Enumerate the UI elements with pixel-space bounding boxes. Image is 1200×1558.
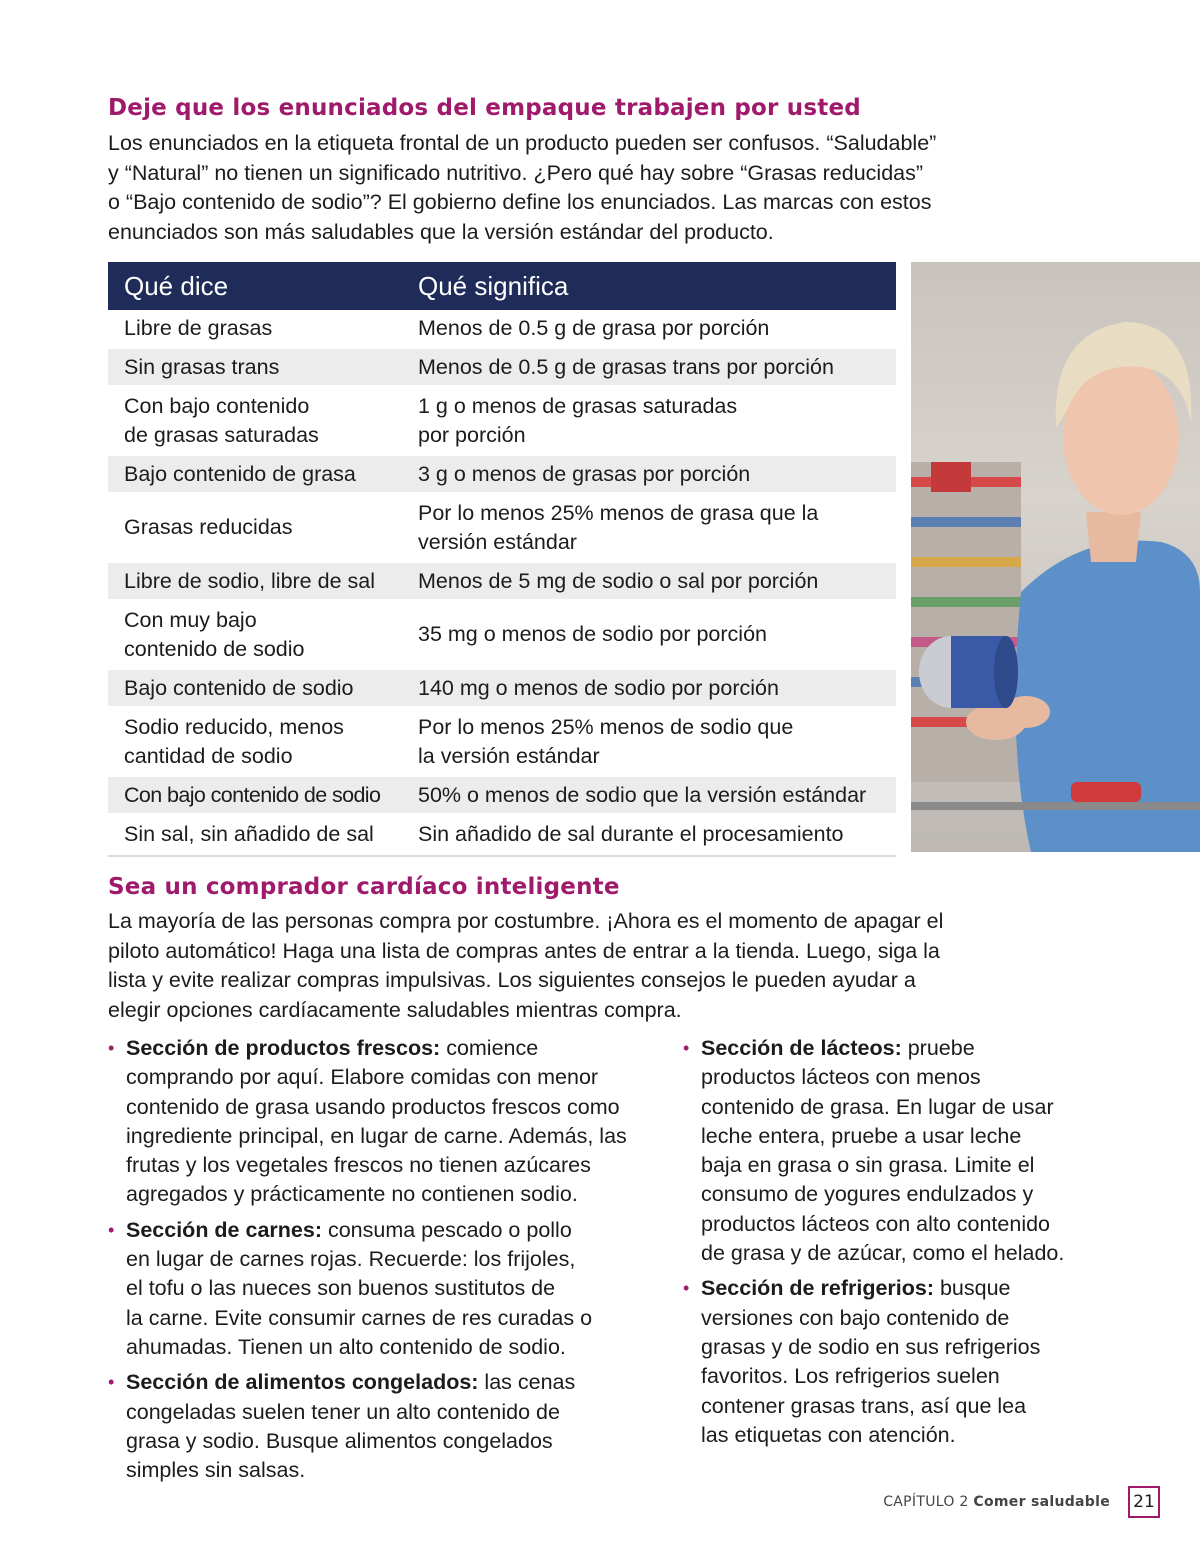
bullet-dot-icon: • xyxy=(108,1038,115,1058)
cell-meaning xyxy=(402,620,896,649)
tip-item xyxy=(108,1368,678,1485)
table-row xyxy=(108,816,896,855)
cell-claim-line: Bajo contenido de grasa xyxy=(124,461,356,486)
bullet-dot-icon: • xyxy=(683,1038,690,1058)
tip-line xyxy=(126,1368,678,1397)
bullet-dot-icon: • xyxy=(108,1219,115,1240)
cell-meaning-line: 50% o menos de sodio que la versión estándar xyxy=(418,782,867,807)
cell-meaning-line: Por lo menos 25% menos de grasa que la xyxy=(418,500,819,525)
cell-meaning xyxy=(402,781,896,810)
cell-meaning-line: 35 mg o menos de sodio por porción xyxy=(418,622,767,646)
tip-text: las cenas xyxy=(478,1370,576,1395)
section-title-smart-shopper: Sea un comprador cardíaco inteligente xyxy=(108,874,620,900)
tip-line: la carne. Evite consumir carnes de res curadas o xyxy=(126,1305,593,1330)
cell-meaning-line: la versión estándar xyxy=(418,743,600,768)
tip-line: agregados y prácticamente no contienen sodio. xyxy=(126,1182,578,1207)
header-what-it-means: Qué significa xyxy=(418,270,569,301)
tip-item xyxy=(108,1216,678,1362)
store-sign xyxy=(931,462,971,492)
shopper-illustration xyxy=(911,262,1200,852)
claims-table xyxy=(108,262,896,857)
cell-claim-line: cantidad de sodio xyxy=(124,743,293,768)
tip-line: ahumadas. Tienen un alto contenido de sodio. xyxy=(126,1334,566,1359)
cell-meaning-line: Por lo menos 25% menos de sodio que xyxy=(418,714,794,739)
tip-line: contenido de grasa. En lugar de usar xyxy=(701,1094,1054,1119)
cell-meaning xyxy=(402,460,896,489)
table-row xyxy=(108,670,896,709)
tip-line: ingrediente principal, en lugar de carne. Además, las xyxy=(126,1123,627,1148)
tip-line xyxy=(701,1274,1193,1303)
tip-line: frutas y los vegetales frescos no tienen azúcares xyxy=(126,1153,591,1178)
cell-meaning xyxy=(402,392,896,450)
table-row xyxy=(108,777,896,816)
cell-claim-line: Libre de grasas xyxy=(124,315,273,340)
cell-meaning-line: 3 g o menos de grasas por porción xyxy=(418,461,751,486)
table-row xyxy=(108,456,896,495)
table-header xyxy=(108,262,896,310)
table-row xyxy=(108,349,896,388)
tip-line: grasas y de sodio en sus refrigerios xyxy=(701,1334,1041,1359)
cell-claim xyxy=(108,606,402,664)
footer-chapter-title: Comer saludable xyxy=(973,1494,1110,1510)
cell-meaning xyxy=(402,353,896,382)
tip-line: grasa y sodio. Busque alimentos congelados xyxy=(126,1428,553,1453)
cell-claim-line: Sodio reducido, menos xyxy=(124,714,344,739)
cell-claim xyxy=(108,353,402,382)
tip-line: favoritos. Los refrigerios suelen xyxy=(701,1364,1000,1389)
section-intro-claims xyxy=(108,129,936,247)
tip-text: comience xyxy=(440,1036,539,1060)
tips-list-right xyxy=(683,1034,1193,1456)
table-row xyxy=(108,563,896,602)
cell-claim-line: Con bajo contenido xyxy=(124,393,310,418)
tip-line: de grasa y de azúcar, como el helado. xyxy=(701,1241,1065,1266)
table-row xyxy=(108,495,896,563)
cell-meaning xyxy=(402,674,896,703)
cell-meaning xyxy=(402,499,896,557)
tip-line: simples sin salsas. xyxy=(126,1458,306,1483)
cell-claim xyxy=(108,567,402,596)
tip-line: el tofu o las nueces son buenos sustitutos de xyxy=(126,1276,556,1301)
intro-line: Los enunciados en la etiqueta frontal de un producto pueden ser confusos. “Saludable” xyxy=(108,131,937,155)
cell-claim xyxy=(108,674,402,703)
cart-handle xyxy=(911,802,1200,810)
cell-meaning xyxy=(402,567,896,596)
tip-item xyxy=(683,1034,1193,1268)
cell-claim-line: Con bajo contenido de sodio xyxy=(124,782,381,807)
intro-line: piloto automático! Haga una lista de compras antes de entrar a la tienda. Luego, siga la xyxy=(108,938,940,963)
intro-line: o “Bajo contenido de sodio”? El gobierno define los enunciados. Las marcas con estos xyxy=(108,190,932,214)
cell-claim xyxy=(108,460,402,489)
tips-list-left xyxy=(108,1034,678,1491)
cell-claim-line: Grasas reducidas xyxy=(124,515,293,539)
section-intro-smart-shopper xyxy=(108,907,943,1025)
tip-text: busque xyxy=(934,1276,1011,1301)
tip-item xyxy=(108,1034,678,1210)
table-body xyxy=(108,310,896,855)
shelf-stripe xyxy=(911,557,1021,567)
shopper-photo xyxy=(911,262,1200,852)
tip-heading: Sección de alimentos congelados: xyxy=(126,1370,479,1395)
cell-meaning xyxy=(402,314,896,343)
page-footer xyxy=(883,1494,1110,1510)
tip-line: leche entera, pruebe a usar leche xyxy=(701,1123,1022,1148)
cell-claim-line: Libre de sodio, libre de sal xyxy=(124,568,375,593)
cell-claim-line: contenido de sodio xyxy=(124,636,305,661)
cell-meaning-line: 140 mg o menos de sodio por porción xyxy=(418,675,779,700)
neck xyxy=(1086,512,1141,562)
cell-meaning-line: Sin añadido de sal durante el procesamiento xyxy=(418,821,844,846)
cell-claim xyxy=(108,513,402,542)
intro-line: La mayoría de las personas compra por costumbre. ¡Ahora es el momento de apagar el xyxy=(108,909,944,933)
tip-line: congeladas suelen tener un alto contenido de xyxy=(126,1399,560,1424)
cell-claim xyxy=(108,713,402,771)
tip-text: pruebe xyxy=(901,1036,975,1060)
cell-meaning-line: por porción xyxy=(418,422,526,447)
tip-line: comprando por aquí. Elabore comidas con menor xyxy=(126,1065,599,1090)
tip-line: baja en grasa o sin grasa. Limite el xyxy=(701,1153,1035,1178)
tip-line xyxy=(126,1216,678,1245)
cell-claim xyxy=(108,314,402,343)
tip-text: consuma pescado o pollo xyxy=(321,1217,572,1242)
cart-grip xyxy=(1071,782,1141,802)
cell-meaning-line: versión estándar xyxy=(418,529,577,554)
table-bottom-rule xyxy=(108,855,896,857)
table-row xyxy=(108,310,896,349)
header-what-it-says: Qué dice xyxy=(124,270,229,301)
footer-chapter: CAPÍTULO 2 xyxy=(883,1494,969,1510)
tip-line: productos lácteos con menos xyxy=(701,1065,981,1090)
cell-meaning xyxy=(402,820,896,849)
tip-heading: Sección de productos frescos: xyxy=(126,1036,441,1060)
cell-claim-line: Bajo contenido de sodio xyxy=(124,675,354,700)
tip-line: las etiquetas con atención. xyxy=(701,1422,956,1447)
cell-claim-line: Con muy bajo xyxy=(124,607,257,632)
tip-item xyxy=(683,1274,1193,1450)
cell-claim xyxy=(108,392,402,450)
intro-line: lista y evite realizar compras impulsivas. Los siguientes consejos le pueden ayudar a xyxy=(108,968,916,992)
cell-meaning-line: Menos de 0.5 g de grasa por porción xyxy=(418,315,770,340)
cell-meaning-line: Menos de 0.5 g de grasas trans por porción xyxy=(418,354,834,379)
section-title-claims: Deje que los enunciados del empaque trabajen por usted xyxy=(108,95,861,121)
intro-line: enunciados son más saludables que la versión estándar del producto. xyxy=(108,219,774,244)
tip-heading: Sección de refrigerios: xyxy=(701,1276,934,1301)
tip-heading: Sección de lácteos: xyxy=(701,1036,902,1060)
bullet-dot-icon: • xyxy=(683,1278,690,1299)
intro-line: y “Natural” no tienen un significado nutritivo. ¿Pero qué hay sobre “Grasas reducidas” xyxy=(108,160,924,185)
tip-heading: Sección de carnes: xyxy=(126,1217,322,1242)
table-row xyxy=(108,388,896,456)
cell-claim-line: Sin grasas trans xyxy=(124,354,280,379)
cell-claim xyxy=(108,820,402,849)
tip-line: en lugar de carnes rojas. Recuerde: los frijoles, xyxy=(126,1247,576,1272)
tip-line: contener grasas trans, así que lea xyxy=(701,1393,1027,1418)
tip-line: contenido de grasa usando productos frescos como xyxy=(126,1094,620,1119)
cell-meaning xyxy=(402,713,896,771)
page-number: 21 xyxy=(1128,1486,1160,1518)
cell-meaning-line: 1 g o menos de grasas saturadas xyxy=(418,393,738,418)
bullet-dot-icon: • xyxy=(108,1372,115,1393)
tip-line: versiones con bajo contenido de xyxy=(701,1305,1010,1330)
tip-line: productos lácteos con alto contenido xyxy=(701,1211,1051,1236)
tip-line: consumo de yogures endulzados y xyxy=(701,1182,1034,1207)
shelf-stripe xyxy=(911,517,1021,527)
cell-claim-line: Sin sal, sin añadido de sal xyxy=(124,821,374,846)
table-row xyxy=(108,709,896,777)
intro-line: elegir opciones cardíacamente saludables mientras compra. xyxy=(108,997,682,1022)
cell-meaning-line: Menos de 5 mg de sodio o sal por porción xyxy=(418,568,819,593)
tip-line xyxy=(701,1034,1193,1063)
can-end xyxy=(994,636,1018,708)
cell-claim xyxy=(108,781,402,810)
shelf-stripe xyxy=(911,597,1021,607)
table-row xyxy=(108,602,896,670)
tip-line xyxy=(126,1034,678,1063)
cell-claim-line: de grasas saturadas xyxy=(124,422,319,447)
